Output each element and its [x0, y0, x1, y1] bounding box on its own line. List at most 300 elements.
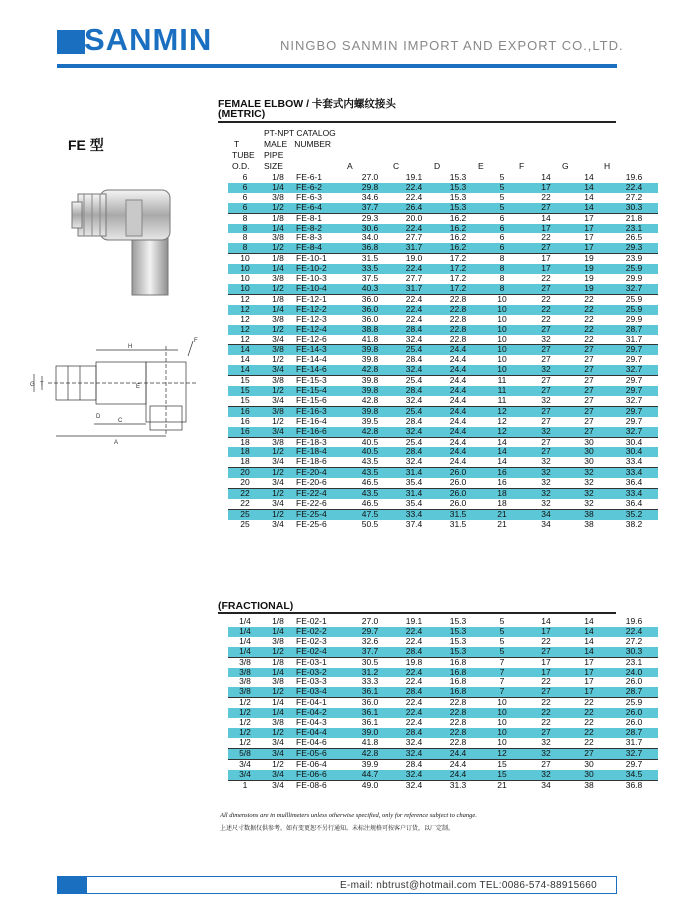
cell-dim-a: 34.6	[361, 191, 379, 202]
cell-dim-g: 27	[584, 375, 594, 386]
cell-dim-g: 32	[568, 499, 610, 509]
cell-dim-a: 39.5	[361, 415, 379, 426]
cell-pipe-size: 1/2	[262, 728, 294, 738]
cell-catalog-number: FE-06-4	[296, 758, 327, 769]
cell-dim-g: 14	[568, 183, 610, 193]
cell-dim-a: 40.3	[348, 284, 392, 294]
cell-tube-od: 6	[228, 183, 262, 193]
cell-dim-g: 22	[568, 305, 610, 315]
cell-dim-c: 22.4	[392, 264, 436, 274]
cell-tube-od: 18	[240, 436, 250, 447]
cell-tube-od: 14	[228, 365, 262, 375]
cell-dim-c: 19.0	[405, 253, 423, 264]
cell-catalog-number: FE-20-4	[294, 468, 348, 478]
cell-catalog-number: FE-02-1	[296, 616, 327, 626]
cell-tube-od: 25	[240, 518, 250, 529]
cell-dim-e: 8	[499, 253, 505, 264]
cell-dim-a: 39.9	[361, 758, 379, 769]
cell-dim-e: 16	[480, 468, 524, 478]
cell-dim-g: 30	[584, 436, 594, 447]
cell-dim-f: 27	[524, 203, 568, 213]
table-row	[228, 478, 658, 488]
cell-dim-d: 15.3	[436, 203, 480, 213]
cell-dim-f: 22	[541, 697, 551, 708]
cell-dim-a: 36.1	[348, 687, 392, 697]
cell-catalog-number: FE-22-6	[294, 499, 348, 509]
cell-dim-e: 5	[480, 647, 524, 657]
cell-pipe-size: 3/4	[272, 518, 284, 529]
cell-pipe-size: 3/8	[272, 191, 284, 202]
cell-dim-g: 17	[568, 224, 610, 234]
cell-tube-od: 10	[228, 264, 262, 274]
cell-pipe-size: 1/8	[272, 253, 284, 264]
cell-dim-d: 22.8	[449, 697, 467, 708]
cell-dim-c: 22.4	[392, 627, 436, 637]
cell-dim-h: 26.0	[625, 717, 643, 728]
cell-dim-e: 11	[480, 396, 524, 406]
cell-dim-d: 16.8	[449, 656, 467, 667]
cell-dim-a: 39.8	[361, 375, 379, 386]
cell-pipe-size: 1/8	[272, 172, 284, 182]
cell-dim-f: 32	[524, 396, 568, 406]
cell-dim-g: 17	[584, 676, 594, 687]
cell-catalog-number: FE-08-6	[296, 779, 327, 790]
cell-catalog-number: FE-16-4	[296, 415, 327, 426]
cell-tube-od: 10	[228, 284, 262, 294]
cell-dim-h: 25.9	[610, 305, 658, 315]
cell-dim-g: 22	[568, 325, 610, 335]
cell-catalog-number: FE-15-6	[294, 396, 348, 406]
cell-dim-e: 15	[497, 758, 507, 769]
cell-dim-a: 38.8	[348, 325, 392, 335]
cell-dim-f: 32	[524, 738, 568, 748]
cell-dim-a: 36.0	[361, 697, 379, 708]
cell-dim-f: 22	[524, 305, 568, 315]
cell-dim-f: 32	[524, 468, 568, 478]
cell-dim-g: 17	[568, 668, 610, 678]
cell-tube-od: 1/4	[239, 635, 251, 646]
cell-dim-c: 32.4	[392, 396, 436, 406]
cell-dim-c: 25.4	[392, 345, 436, 355]
cell-dim-d: 15.3	[436, 647, 480, 657]
cell-dim-a: 43.5	[348, 489, 392, 499]
cell-dim-h: 29.9	[625, 313, 643, 324]
cell-dim-c: 35.4	[392, 478, 436, 488]
cell-dim-e: 12	[480, 748, 524, 759]
cell-tube-od: 1/2	[239, 697, 251, 708]
cell-tube-od: 6	[242, 172, 248, 182]
cell-dim-d: 26.0	[436, 499, 480, 509]
cell-catalog-number: FE-02-2	[294, 627, 348, 637]
cell-dim-f: 27	[524, 406, 568, 416]
cell-dim-e: 11	[497, 375, 507, 386]
cell-catalog-number: FE-10-1	[296, 253, 327, 264]
cell-pipe-size: 1/2	[272, 354, 284, 365]
cell-dim-e: 18	[480, 499, 524, 509]
company-name: NINGBO SANMIN IMPORT AND EXPORT CO.,LTD.	[280, 38, 624, 53]
cell-dim-h: 36.4	[610, 499, 658, 509]
cell-pipe-size: 1/4	[272, 697, 284, 708]
cell-dim-f: 17	[524, 668, 568, 678]
logo-mark	[57, 30, 85, 54]
cell-pipe-size: 3/8	[272, 375, 284, 386]
cell-tube-od: 10	[240, 253, 250, 264]
cell-dim-a: 33.3	[361, 676, 379, 687]
cell-dim-g: 22	[568, 708, 610, 718]
cell-dim-d: 16.2	[449, 232, 467, 243]
cell-tube-od: 8	[228, 243, 262, 253]
cell-dim-g: 14	[584, 635, 594, 646]
cell-catalog-number: FE-12-1	[296, 293, 327, 304]
cell-pipe-size: 1/4	[262, 708, 294, 718]
cell-dim-g: 27	[584, 354, 594, 365]
fractional-title: (FRACTIONAL)	[218, 600, 294, 612]
cell-dim-c: 27.7	[405, 232, 423, 243]
cell-pipe-size: 3/8	[272, 232, 284, 243]
cell-dim-e: 10	[480, 708, 524, 718]
cell-dim-h: 19.6	[625, 172, 643, 182]
cell-catalog-number: FE-8-4	[294, 243, 348, 253]
cell-dim-d: 15.3	[436, 627, 480, 637]
cell-dim-e: 7	[480, 668, 524, 678]
cell-dim-h: 28.7	[610, 728, 658, 738]
cell-dim-d: 22.8	[449, 717, 467, 728]
cell-dim-e: 10	[497, 293, 507, 304]
cell-tube-od: 3/8	[239, 656, 251, 667]
svg-text:A: A	[114, 440, 119, 446]
table-row	[228, 748, 658, 759]
cell-dim-g: 27	[568, 406, 610, 416]
cell-pipe-size: 1/4	[262, 264, 294, 274]
cell-dim-f: 27	[524, 386, 568, 396]
cell-catalog-number: FE-04-4	[294, 728, 348, 738]
cell-pipe-size: 1/4	[262, 183, 294, 193]
cell-dim-c: 22.4	[392, 668, 436, 678]
cell-dim-d: 24.4	[449, 354, 467, 365]
cell-pipe-size: 1/8	[272, 656, 284, 667]
note-english: All dimensions are in mulllimeters unless otherwise specified, only for reference subject to change.	[220, 812, 477, 819]
cell-dim-e: 10	[480, 325, 524, 335]
cell-pipe-size: 3/4	[262, 770, 294, 780]
table-row	[228, 687, 658, 697]
cell-catalog-number: FE-03-1	[296, 656, 327, 667]
cell-catalog-number: FE-25-4	[294, 509, 348, 519]
cell-dim-h: 38.2	[625, 518, 643, 529]
cell-dim-c: 31.7	[392, 243, 436, 253]
cell-tube-od: 12	[240, 313, 250, 324]
cell-dim-a: 29.3	[361, 212, 379, 223]
cell-catalog-number: FE-18-3	[296, 436, 327, 447]
cell-pipe-size: 3/8	[272, 717, 284, 728]
svg-text:E: E	[136, 384, 141, 390]
cell-dim-h: 30.4	[610, 447, 658, 457]
cell-dim-a: 44.7	[348, 770, 392, 780]
cell-dim-a: 31.2	[348, 668, 392, 678]
cell-dim-d: 24.4	[436, 457, 480, 467]
cell-dim-c: 28.4	[392, 728, 436, 738]
cell-dim-g: 17	[568, 687, 610, 697]
cell-tube-od: 14	[240, 354, 250, 365]
cell-dim-a: 27.0	[361, 172, 379, 182]
cell-dim-d: 24.4	[449, 436, 467, 447]
cell-dim-c: 22.4	[392, 224, 436, 234]
cell-tube-od: 8	[242, 232, 248, 243]
svg-text:C: C	[118, 418, 123, 424]
cell-dim-g: 27	[584, 415, 594, 426]
svg-text:F: F	[194, 338, 198, 344]
cell-dim-f: 34	[524, 509, 568, 519]
cell-dim-e: 10	[480, 345, 524, 355]
cell-dim-c: 28.4	[392, 647, 436, 657]
cell-dim-a: 29.7	[348, 627, 392, 637]
cell-dim-h: 27.2	[625, 635, 643, 646]
cell-dim-d: 15.3	[449, 172, 467, 182]
cell-tube-od: 15	[240, 375, 250, 386]
table-row	[228, 520, 658, 530]
cell-dim-c: 32.4	[392, 427, 436, 437]
cell-dim-e: 10	[480, 365, 524, 375]
table-row	[228, 213, 658, 223]
cell-dim-d: 24.4	[436, 396, 480, 406]
cell-catalog-number: FE-10-2	[294, 264, 348, 274]
cell-dim-e: 12	[480, 406, 524, 416]
cell-dim-c: 28.4	[392, 447, 436, 457]
cell-dim-e: 10	[497, 313, 507, 324]
cell-pipe-size: 1/4	[262, 305, 294, 315]
cell-pipe-size: 1/8	[272, 616, 284, 626]
cell-dim-h: 36.4	[610, 478, 658, 488]
cell-dim-e: 5	[499, 616, 505, 626]
cell-tube-od: 6	[228, 203, 262, 213]
cell-dim-e: 7	[499, 676, 505, 687]
cell-catalog-number: FE-20-6	[294, 478, 348, 488]
table-row	[228, 284, 658, 294]
cell-dim-a: 42.8	[348, 396, 392, 406]
cell-tube-od: 14	[228, 345, 262, 355]
cell-dim-d: 22.8	[436, 335, 480, 345]
cell-dim-h: 30.3	[610, 203, 658, 213]
cell-dim-d: 16.2	[449, 212, 467, 223]
cell-catalog-number: FE-15-4	[294, 386, 348, 396]
cell-pipe-size: 3/4	[262, 457, 294, 467]
svg-text:T: T	[40, 382, 44, 388]
col-head-c: C	[393, 161, 400, 171]
cell-dim-a: 27.0	[361, 616, 379, 626]
cell-tube-od: 16	[228, 406, 262, 416]
cell-dim-h: 33.4	[610, 489, 658, 499]
cell-catalog-number: FE-14-4	[296, 354, 327, 365]
cell-dim-d: 17.2	[436, 264, 480, 274]
cell-dim-a: 30.5	[361, 656, 379, 667]
table-row	[228, 335, 658, 345]
cell-dim-h: 33.4	[610, 457, 658, 467]
cell-dim-d: 16.2	[436, 243, 480, 253]
cell-dim-a: 39.8	[348, 345, 392, 355]
cell-dim-h: 19.6	[625, 616, 643, 626]
cell-dim-e: 5	[480, 627, 524, 637]
cell-dim-c: 32.4	[405, 779, 423, 790]
cell-pipe-size: 1/2	[262, 489, 294, 499]
cell-catalog-number: FE-14-3	[294, 345, 348, 355]
cell-dim-a: 39.8	[348, 386, 392, 396]
svg-text:D: D	[96, 414, 101, 420]
cell-dim-a: 42.8	[348, 427, 392, 437]
table-row	[228, 427, 658, 437]
cell-dim-h: 26.5	[625, 232, 643, 243]
cell-dim-h: 32.7	[610, 396, 658, 406]
cell-dim-d: 24.4	[449, 758, 467, 769]
cell-dim-h: 29.3	[610, 243, 658, 253]
cell-dim-f: 27	[524, 284, 568, 294]
cell-dim-d: 24.4	[436, 770, 480, 780]
cell-dim-g: 22	[568, 728, 610, 738]
cell-dim-c: 25.4	[405, 436, 423, 447]
cell-dim-c: 22.4	[405, 293, 423, 304]
cell-dim-e: 10	[480, 728, 524, 738]
cell-dim-e: 6	[480, 224, 524, 234]
cell-dim-f: 17	[524, 264, 568, 274]
cell-tube-od: 3/4	[228, 770, 262, 780]
fractional-rule	[218, 612, 616, 614]
cell-catalog-number: FE-02-4	[294, 647, 348, 657]
cell-catalog-number: FE-06-6	[294, 770, 348, 780]
cell-pipe-size: 1/2	[262, 386, 294, 396]
cell-tube-od: 20	[228, 478, 262, 488]
cell-dim-c: 22.4	[405, 191, 423, 202]
table-row	[228, 203, 658, 213]
cell-dim-g: 27	[568, 396, 610, 406]
cell-tube-od: 6	[242, 191, 248, 202]
cell-catalog-number: FE-10-4	[294, 284, 348, 294]
cell-dim-g: 19	[584, 273, 594, 284]
cell-dim-a: 37.5	[361, 273, 379, 284]
cell-dim-d: 22.8	[436, 738, 480, 748]
cell-tube-od: 16	[228, 427, 262, 437]
cell-catalog-number: FE-03-2	[294, 668, 348, 678]
cell-catalog-number: FE-8-1	[296, 212, 322, 223]
cell-dim-d: 24.4	[436, 345, 480, 355]
cell-catalog-number: FE-12-2	[294, 305, 348, 315]
cell-pipe-size: 1/2	[262, 243, 294, 253]
cell-tube-od: 18	[228, 447, 262, 457]
cell-dim-c: 28.4	[392, 687, 436, 697]
table-row	[228, 657, 658, 667]
header-rule	[57, 64, 617, 68]
cell-dim-a: 41.8	[348, 335, 392, 345]
cell-dim-f: 32	[524, 335, 568, 345]
cell-pipe-size: 1/2	[262, 325, 294, 335]
cell-dim-a: 46.5	[348, 478, 392, 488]
table-row	[228, 770, 658, 780]
cell-dim-h: 24.0	[610, 668, 658, 678]
cell-dim-f: 22	[541, 293, 551, 304]
cell-tube-od: 1/4	[239, 616, 251, 626]
cell-dim-e: 21	[497, 518, 507, 529]
company-logo: SANMIN	[84, 22, 213, 57]
cell-catalog-number: FE-12-3	[296, 313, 327, 324]
cell-dim-d: 22.8	[436, 325, 480, 335]
cell-dim-c: 19.8	[405, 656, 423, 667]
cell-tube-od: 22	[228, 489, 262, 499]
cell-dim-a: 36.0	[348, 305, 392, 315]
cell-dim-c: 32.4	[392, 738, 436, 748]
cell-pipe-size: 3/4	[262, 365, 294, 375]
cell-dim-f: 27	[524, 728, 568, 738]
cell-catalog-number: FE-6-3	[296, 191, 322, 202]
cell-dim-h: 29.7	[610, 386, 658, 396]
cell-dim-d: 15.3	[449, 635, 467, 646]
cell-dim-e: 10	[497, 697, 507, 708]
cell-pipe-size: 3/8	[272, 273, 284, 284]
cell-dim-g: 27	[568, 386, 610, 396]
cell-pipe-size: 3/8	[262, 406, 294, 416]
cell-dim-a: 29.8	[348, 183, 392, 193]
cell-dim-g: 38	[568, 509, 610, 519]
cell-dim-e: 8	[480, 284, 524, 294]
cell-dim-e: 14	[480, 447, 524, 457]
cell-dim-c: 35.4	[392, 499, 436, 509]
cell-dim-f: 32	[524, 489, 568, 499]
cell-dim-a: 40.5	[348, 447, 392, 457]
cell-dim-e: 6	[480, 243, 524, 253]
cell-catalog-number: FE-04-3	[296, 717, 327, 728]
col-head-f: F	[519, 161, 525, 171]
cell-dim-h: 35.2	[610, 509, 658, 519]
cell-dim-e: 6	[499, 212, 505, 223]
cell-dim-c: 32.4	[392, 770, 436, 780]
cell-dim-h: 28.7	[610, 687, 658, 697]
cell-tube-od: 3/4	[239, 758, 251, 769]
cell-pipe-size: 3/4	[272, 779, 284, 790]
cell-dim-f: 27	[524, 647, 568, 657]
table-row	[228, 738, 658, 748]
cell-dim-d: 24.4	[449, 375, 467, 386]
cell-pipe-size: 3/4	[262, 427, 294, 437]
cell-dim-h: 32.7	[610, 284, 658, 294]
cell-dim-e: 10	[480, 335, 524, 345]
cell-pipe-size: 1/4	[262, 224, 294, 234]
cell-dim-g: 22	[584, 717, 594, 728]
cell-dim-c: 32.4	[392, 748, 436, 759]
cell-dim-a: 50.5	[361, 518, 379, 529]
cell-catalog-number: FE-02-3	[296, 635, 327, 646]
cell-dim-a: 46.5	[348, 499, 392, 509]
cell-dim-h: 28.7	[610, 325, 658, 335]
cell-dim-e: 21	[497, 779, 507, 790]
cell-dim-f: 32	[524, 365, 568, 375]
cell-dim-e: 15	[480, 770, 524, 780]
cell-dim-a: 39.0	[348, 728, 392, 738]
cell-catalog-number: FE-25-6	[296, 518, 327, 529]
cell-catalog-number: FE-8-3	[296, 232, 322, 243]
cell-pipe-size: 3/4	[262, 478, 294, 488]
cell-dim-c: 33.4	[392, 509, 436, 519]
cell-dim-c: 22.4	[405, 697, 423, 708]
cell-dim-d: 24.4	[436, 748, 480, 759]
cell-dim-c: 31.7	[392, 284, 436, 294]
cell-dim-d: 15.3	[436, 183, 480, 193]
cell-tube-od: 5/8	[228, 748, 262, 759]
cell-dim-e: 10	[480, 738, 524, 748]
svg-text:H: H	[128, 344, 133, 350]
cell-tube-od: 3/8	[228, 687, 262, 697]
cell-dim-f: 27	[541, 375, 551, 386]
cell-pipe-size: 1/4	[262, 627, 294, 637]
cell-catalog-number: FE-04-1	[296, 697, 327, 708]
cell-dim-e: 18	[480, 489, 524, 499]
cell-dim-f: 34	[541, 518, 551, 529]
cell-dim-f: 22	[524, 708, 568, 718]
